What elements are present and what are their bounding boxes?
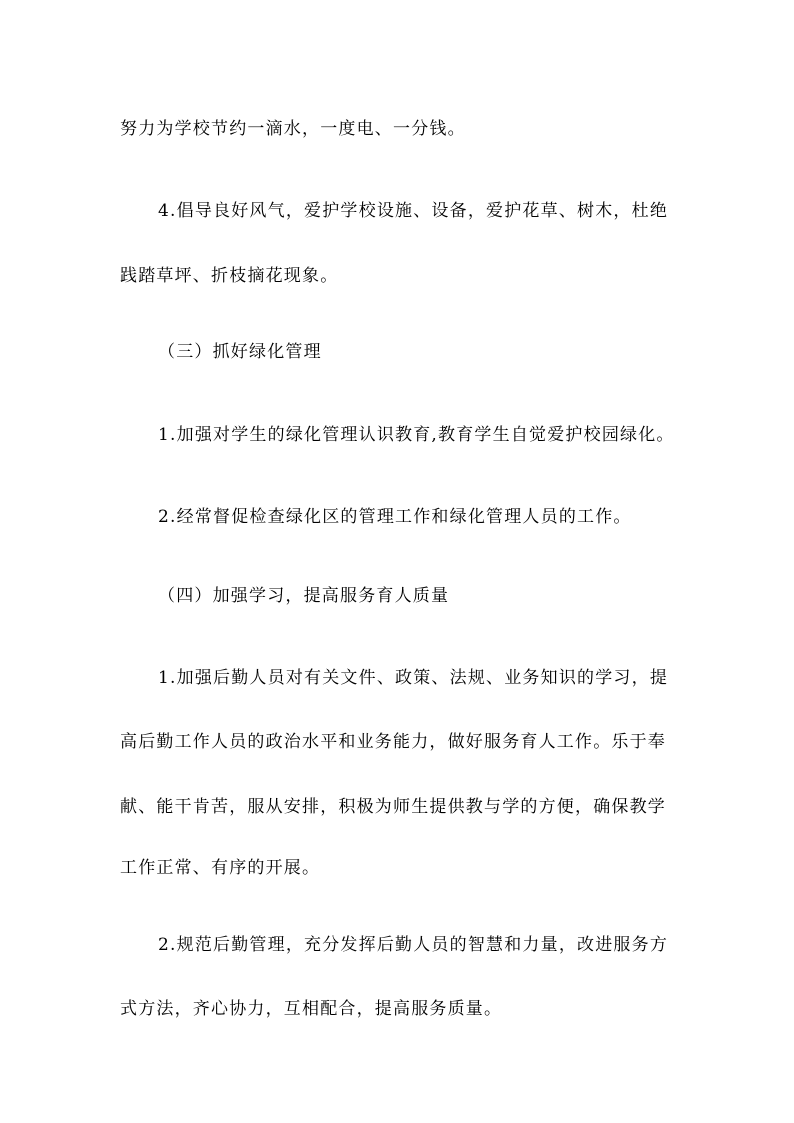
- paragraph-line: 2.规范后勤管理，充分发挥后勤人员的智慧和力量，改进服务方: [158, 935, 669, 955]
- paragraph-line: 献、能干肯苦，服从安排，积极为师生提供教与学的方便，确保教学: [120, 797, 666, 817]
- paragraph-line: 4.倡导良好风气，爱护学校设施、设备，爱护花草、树木，杜绝: [158, 201, 669, 221]
- paragraph-line: 式方法，齐心协力，互相配合，提高服务质量。: [120, 999, 503, 1019]
- paragraph-line: 努力为学校节约一滴水，一度电、一分钱。: [120, 119, 466, 139]
- paragraph-line: 工作正常、有序的开展。: [120, 858, 321, 878]
- paragraph-line: 践踏草坪、折枝摘花现象。: [120, 266, 339, 286]
- section-heading: （四）加强学习，提高服务育人质量: [158, 586, 450, 606]
- paragraph-line: 1.加强对学生的绿化管理认识教育,教育学生自觉爱护校园绿化。: [158, 425, 675, 445]
- paragraph-line: 1.加强后勤人员对有关文件、政策、法规、业务知识的学习，提: [158, 668, 669, 688]
- section-heading: （三）抓好绿化管理: [158, 342, 322, 362]
- paragraph-line: 高后勤工作人员的政治水平和业务能力，做好服务育人工作。乐于奉: [120, 732, 666, 752]
- paragraph-line: 2.经常督促检查绿化区的管理工作和绿化管理人员的工作。: [158, 507, 632, 527]
